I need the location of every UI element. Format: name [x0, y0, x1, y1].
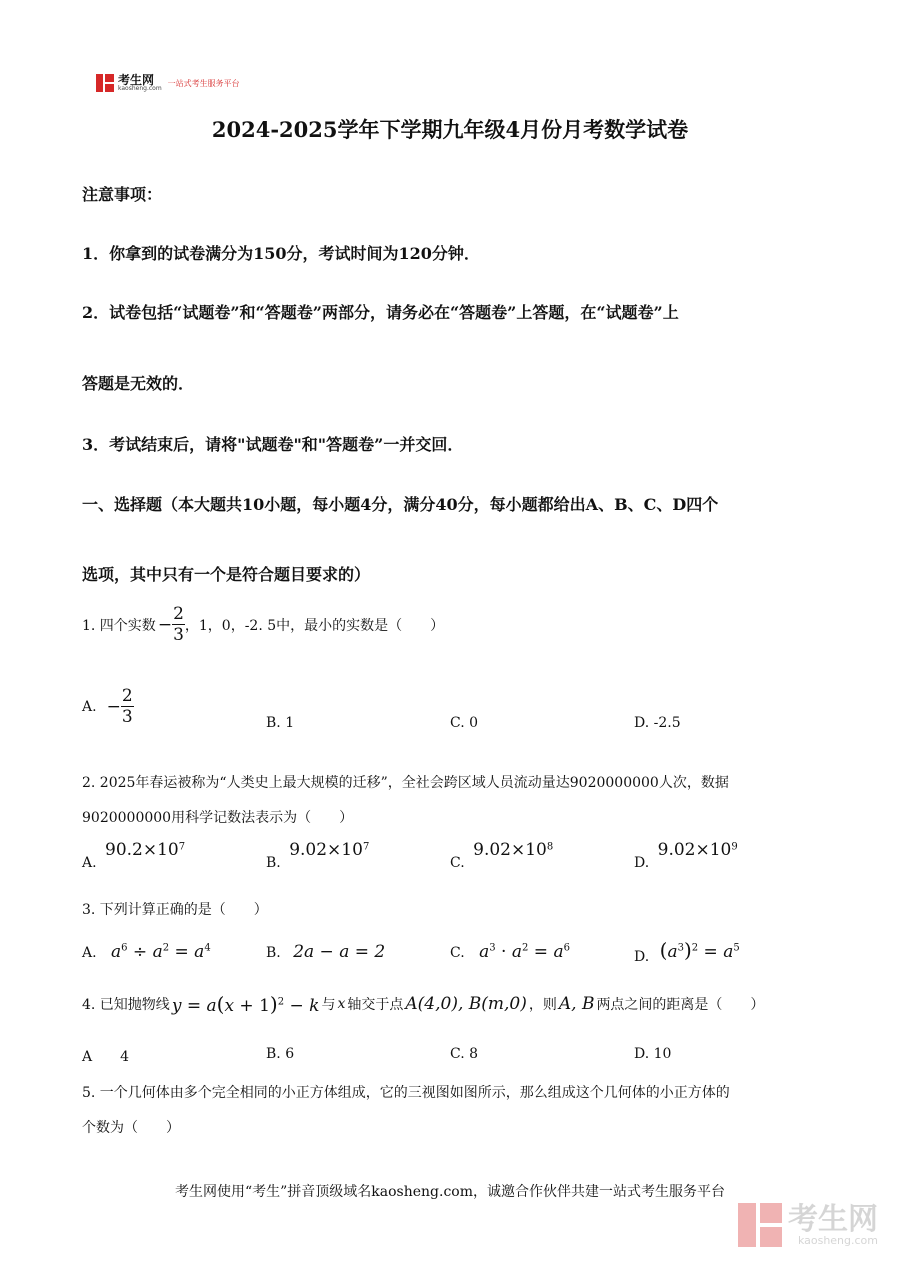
notice-heading: 注意事项：: [82, 185, 163, 204]
q1-option-b[interactable]: B. 1: [266, 715, 295, 731]
watermark-name: 考生网: [788, 1201, 878, 1237]
question-2-line2: 9020000000用科学记数法表示为（ ）: [82, 810, 354, 826]
q1-option-a[interactable]: [82, 688, 134, 726]
q1-suffix: ，1，0，-2. 5中，最小的实数是（ ）: [184, 618, 445, 634]
header-logo: [96, 72, 240, 94]
q4-parabola-expr: $y = a(x + 1)^2 - k$: [171, 992, 320, 1016]
q4-ab: A, B: [558, 994, 595, 1014]
q2-option-c[interactable]: [450, 840, 554, 871]
q2-option-c-exp: 8: [546, 841, 554, 853]
q2-option-b-label: B.: [266, 855, 281, 871]
q4-prefix: 4. 已知抛物线: [82, 997, 170, 1013]
q1-option-a-label: A.: [82, 699, 97, 715]
question-4-stem: [82, 992, 764, 1016]
footer-text: 考生网使用“考生”拼音顶级域名kaosheng.com，诚邀合作伙伴共建一站式考生服务平台: [174, 1184, 726, 1200]
q4-mid1: 与: [321, 997, 336, 1013]
section1-heading-line2: 选项，其中只有一个是符合题目要求的）: [82, 565, 371, 584]
q2-option-a-label: A.: [82, 855, 97, 871]
q1-minus: −: [157, 615, 173, 635]
notice-item-2-line1: 2．试卷包括“试题卷”和“答题卷”两部分，请务必在“答题卷”上答题，在“试题卷”上: [82, 303, 679, 322]
q4-points: A(4,0), B(m,0): [405, 994, 527, 1014]
q2-option-d-base: 9.02×10: [657, 840, 732, 860]
q2-option-b-exp: 7: [362, 841, 370, 853]
q1-fraction: [172, 606, 185, 644]
q1-option-d[interactable]: D. -2.5: [634, 715, 681, 731]
q4-option-b[interactable]: B. 6: [266, 1046, 295, 1062]
q4-var-x: x: [337, 996, 346, 1012]
q3-option-c-expr: $a^3 \cdot a^2 = a^6$: [479, 942, 570, 962]
q1-option-a-fraction: [121, 688, 134, 726]
q4-option-d[interactable]: D. 10: [634, 1046, 672, 1062]
notice-item-3: 3．考试结束后，请将"试题卷"和"答题卷”一并交回．: [82, 435, 464, 454]
q3-option-c[interactable]: [450, 942, 570, 962]
question-5-line1: 5. 一个几何体由多个完全相同的小正方体组成，它的三视图如图所示，那么组成这个几何体的小正方体的: [82, 1085, 730, 1101]
q4-option-c[interactable]: C. 8: [450, 1046, 479, 1062]
q2-option-b[interactable]: [266, 840, 370, 871]
q2-option-c-base: 9.02×10: [473, 840, 547, 860]
q3-option-b[interactable]: [266, 942, 385, 962]
q2-option-d-label: D.: [634, 855, 650, 871]
q3-option-d[interactable]: [634, 938, 740, 965]
q2-option-b-base: 9.02×10: [289, 840, 363, 860]
q3-option-a[interactable]: [82, 942, 211, 962]
logo-domain: kaosheng.com: [118, 85, 162, 92]
logo-slogan: 一站式考生服务平台: [167, 78, 240, 88]
kaosheng-logo-icon: [96, 74, 114, 92]
q3-option-c-label: C.: [450, 945, 465, 961]
q1-option-c[interactable]: C. 0: [450, 715, 479, 731]
section1-heading-line1: 一、选择题（本大题共10小题，每小题4分，满分40分，每小题都给出A、B、C、D四个: [82, 495, 719, 514]
watermark-logo-icon: [738, 1203, 782, 1247]
page-title: 2024-2025学年下学期九年级4月份月考数学试卷: [211, 117, 689, 142]
q2-option-c-label: C.: [450, 855, 465, 871]
q4-option-a[interactable]: A 4: [82, 1049, 130, 1065]
q4-mid2: 轴交于点: [347, 997, 404, 1013]
q2-option-d[interactable]: [634, 840, 738, 871]
watermark-domain: kaosheng.com: [797, 1233, 878, 1247]
question-2-line1: 2. 2025年春运被称为“人类史上最大规模的迁移”，全社会跨区域人员流动量达9020000000人次，数据: [82, 775, 729, 791]
question-3-stem: 3. 下列计算正确的是（ ）: [82, 902, 268, 918]
q3-option-a-expr: $a^6 \div a^2 = a^4$: [111, 942, 211, 962]
q1-option-a-minus: −: [106, 697, 121, 717]
q1-fraction-den: 3: [173, 625, 184, 645]
question-5-line2: 个数为（ ）: [82, 1120, 180, 1136]
notice-item-1: 1．你拿到的试卷满分为150分，考试时间为120分钟．: [82, 244, 480, 263]
q4-suffix: 两点之间的距离是（ ）: [596, 997, 765, 1013]
q3-option-a-label: A.: [82, 945, 97, 961]
q1-option-a-den: 3: [121, 707, 133, 727]
q1-prefix: 1. 四个实数: [82, 618, 156, 634]
q2-option-a-base: 90.2×10: [105, 840, 179, 860]
q3-option-b-label: B.: [266, 945, 281, 961]
q3-option-d-label: D.: [634, 949, 650, 965]
question-1-stem: [82, 606, 444, 644]
q2-option-d-exp: 9: [731, 841, 738, 853]
notice-item-2-line2: 答题是无效的．: [82, 374, 195, 393]
watermark: [738, 1203, 878, 1247]
q4-mid3: ，则: [528, 997, 557, 1013]
q3-option-d-expr: $(a^3)^2 = a^5$: [659, 938, 740, 962]
q1-option-a-num: 2: [121, 686, 133, 706]
q1-fraction-num: 2: [173, 604, 184, 624]
q2-option-a-exp: 7: [178, 841, 186, 853]
logo-name: 考生网: [118, 73, 155, 87]
q2-option-a[interactable]: [82, 840, 186, 871]
q3-option-b-expr: 2a − a = 2: [293, 942, 386, 962]
